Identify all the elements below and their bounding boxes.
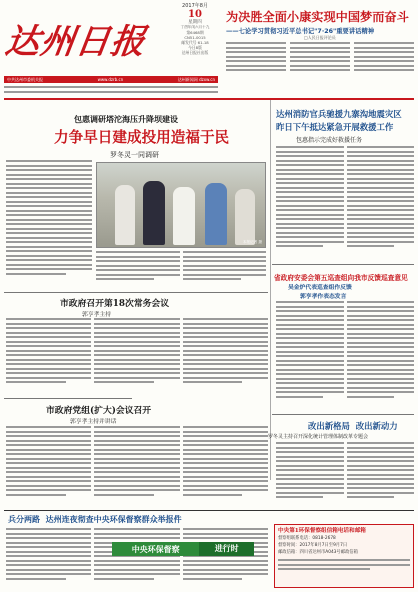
masthead-strip <box>4 76 218 83</box>
postal-code: 邮发代号 61-18 <box>181 40 209 45</box>
strip-mid: www.dzrb.cn <box>97 77 124 82</box>
photo-caption: 本报记者 摄 <box>242 240 262 244</box>
publisher: 达州日报社出版 <box>181 50 209 55</box>
photo-person <box>173 187 195 245</box>
weekday: 星期四 <box>188 20 202 25</box>
newspaper-logo: 达州日报 <box>2 22 149 62</box>
lunar-date: 丁酉年闰六月十九 <box>180 25 210 29</box>
story-baohui-sub: 罗冬灵一同调研 <box>110 151 159 159</box>
strip-right: 达州新闻网 dzxw.cn <box>177 76 215 82</box>
story-baohui-kicker: 包惠调研塔沱海压升降坝建设 <box>74 114 178 124</box>
story-fire-title-1: 达州消防官兵驰援九寨沟地震灾区 <box>276 109 402 119</box>
story-reform-body <box>276 442 414 506</box>
story-reform-title: 改出新格局 改出新动力 <box>308 421 398 431</box>
strip-left: 中共达州市委机关报 <box>7 76 43 82</box>
story-photo <box>96 162 266 248</box>
masthead-extra-text <box>4 86 218 96</box>
story-party-body <box>6 426 268 506</box>
photo-person <box>115 185 135 245</box>
story-exec-sub: 郭亨孝主持 <box>82 312 111 318</box>
lead-byline: □人民日报评论员 <box>304 35 336 40</box>
page-count: 今日8版 <box>188 45 202 50</box>
contact-line: 邮政信箱：四川省达州市A043号邮政信箱 <box>278 550 358 555</box>
lead-body <box>226 42 414 72</box>
story-fire-title-2: 昨日下午抵达紧急开展救援工作 <box>276 122 394 132</box>
story-cpc-sub1: 吴金炉代表巡查组作反馈 <box>288 285 352 291</box>
issue-info-box <box>169 4 221 70</box>
divider <box>272 264 414 265</box>
story-exec-title: 市政府召开第18次常务会议 <box>60 299 170 309</box>
issue-number: 第6468期 <box>186 30 204 35</box>
lead-headline: 为决胜全面小康实现中国梦而奋斗 <box>226 10 409 24</box>
story-exec-body <box>6 318 268 394</box>
divider <box>272 414 414 415</box>
story-party-sub: 郭亨孝主持并讲话 <box>70 419 117 425</box>
story-baohui-body-left <box>6 160 92 288</box>
date-line: 2017年8月 <box>182 3 208 9</box>
env-banner-tag: 进行时 <box>199 542 254 556</box>
lead-subtitle: ——七论学习贯彻习近平总书记"7·26"重要讲话精神 <box>226 28 375 35</box>
story-cpc-sub2: 郭亨孝作表态发言 <box>300 294 347 300</box>
divider <box>4 292 268 293</box>
env-banner-label: 中央环保督察 <box>112 542 199 556</box>
contact-title: 中央第1环保督察组信箱电话和邮箱 <box>278 528 366 534</box>
contact-line: 督察时间：2017年8月7日至9月7日 <box>278 543 348 548</box>
env-banner <box>112 542 254 556</box>
story-baohui-title: 力争早日建成投用造福于民 <box>54 129 230 146</box>
bottom-body <box>6 528 268 588</box>
photo-person <box>235 189 255 245</box>
column-divider <box>270 100 271 480</box>
cn-number: CN51-0015 <box>184 35 206 40</box>
date-day: 10 <box>188 9 202 20</box>
story-cpc-title: 省政府安委会第五巡查组向我市反馈巡查意见 <box>274 274 408 282</box>
top-rule <box>4 98 414 100</box>
contact-line: 督察组联系电话：0818-2678 <box>278 536 336 541</box>
bottom-headline: 兵分两路 达州连夜彻查中央环保督察群众举报件 <box>8 514 182 524</box>
contact-box <box>274 524 414 588</box>
story-cpc-body <box>276 301 414 409</box>
story-party-title: 市政府党组(扩大)会议召开 <box>46 406 152 416</box>
story-reform-sub: 罗冬灵主持召开深化统计管理体制改革专题会 <box>268 434 369 440</box>
story-fire-body <box>276 146 414 261</box>
story-fire-sub: 包惠指示完成好救援任务 <box>296 137 363 144</box>
divider <box>4 510 414 511</box>
photo-person <box>205 183 227 245</box>
story-baohui-caption-text <box>96 251 266 287</box>
photo-person <box>143 181 165 245</box>
masthead <box>4 4 414 74</box>
divider <box>4 398 132 399</box>
